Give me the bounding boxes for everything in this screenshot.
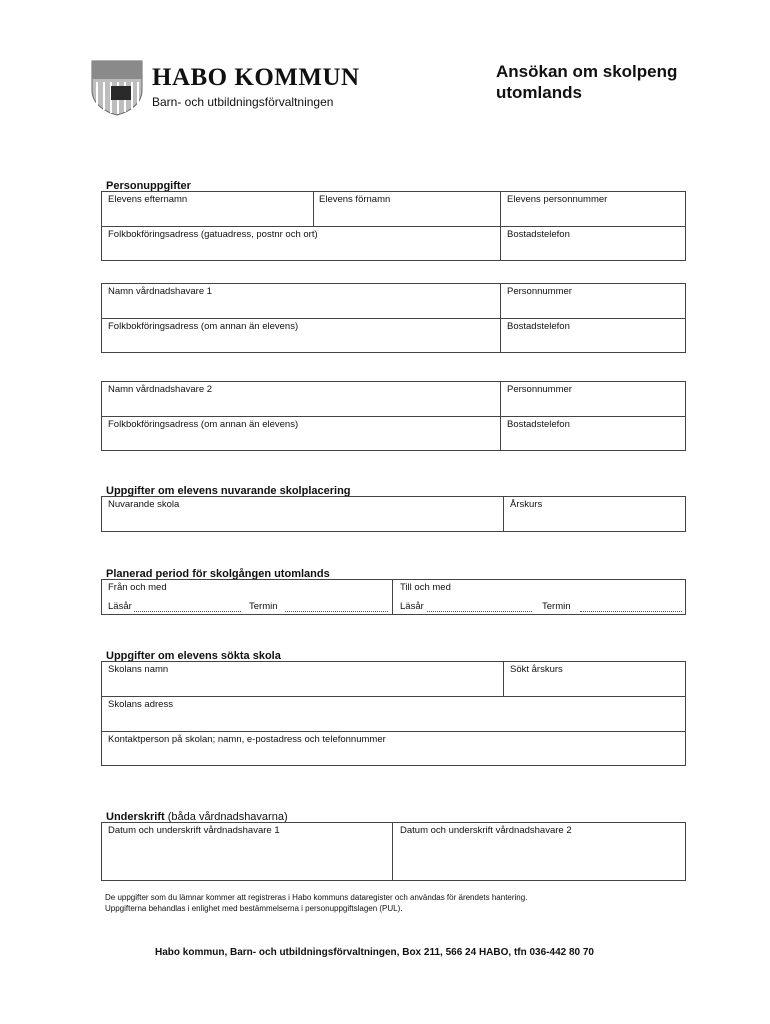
signature-title-note: (båda vårdnadshavarna) [167, 811, 288, 823]
field-student-pnr[interactable]: Elevens personnummer [507, 194, 608, 205]
to-year-input[interactable] [427, 611, 532, 612]
from-year-input[interactable] [134, 611, 241, 612]
signature-box [101, 822, 686, 881]
field-guardian2-address[interactable]: Folkbokföringsadress (om annan än elevens) [108, 419, 299, 430]
section-title-personal: Personuppgifter [106, 180, 191, 192]
period-box [101, 579, 686, 615]
signature-title: Underskrift [106, 811, 165, 823]
field-student-phone[interactable]: Bostadstelefon [507, 229, 570, 240]
field-period-to: Till och med [400, 582, 451, 593]
personal-box [101, 191, 686, 261]
document-title [496, 61, 726, 103]
field-guardian2-phone[interactable]: Bostadstelefon [507, 419, 570, 430]
sought-school-box [101, 661, 686, 766]
field-signature-guardian2[interactable]: Datum och underskrift vårdnadshavare 2 [400, 825, 572, 836]
field-current-grade[interactable]: Årskurs [510, 499, 543, 510]
privacy-note-line1: De uppgifter som du lämnar kommer att registreras i Habo kommuns dataregister och användas för ärendets hantering. [105, 893, 528, 902]
to-year-label: Läsår [400, 601, 424, 612]
guardian2-box [101, 381, 686, 451]
field-guardian2-name[interactable]: Namn vårdnadshavare 2 [108, 384, 213, 395]
from-term-input[interactable] [285, 611, 388, 612]
field-guardian1-phone[interactable]: Bostadstelefon [507, 321, 570, 332]
field-surname[interactable]: Elevens efternamn [108, 194, 188, 205]
section-title-sought-school: Uppgifter om elevens sökta skola [106, 650, 281, 662]
field-student-address[interactable]: Folkbokföringsadress (gatuadress, postnr och ort) [108, 229, 318, 240]
field-school-address[interactable]: Skolans adress [108, 699, 173, 710]
document-title-line2: utomlands [496, 83, 582, 102]
field-guardian1-name[interactable]: Namn vårdnadshavare 1 [108, 286, 213, 297]
guardian1-box [101, 283, 686, 353]
to-term-label: Termin [542, 601, 571, 612]
document-title-line1: Ansökan om skolpeng [496, 62, 678, 81]
current-school-box [101, 496, 686, 532]
field-guardian1-address[interactable]: Folkbokföringsadress (om annan än elevens) [108, 321, 299, 332]
footer-contact: Habo kommun, Barn- och utbildningsförvaltningen, Box 211, 566 24 HABO, tfn 036-442 80 70 [155, 947, 594, 958]
field-current-school[interactable]: Nuvarande skola [108, 499, 180, 510]
field-school-name[interactable]: Skolans namn [108, 664, 169, 675]
privacy-note-line2: Uppgifterna behandlas i enlighet med bestämmelserna i personuppgiftslagen (PUL). [105, 904, 403, 913]
field-guardian2-pnr[interactable]: Personnummer [507, 384, 572, 395]
from-term-label: Termin [249, 601, 278, 612]
field-firstname[interactable]: Elevens förnamn [319, 194, 391, 205]
field-period-from: Från och med [108, 582, 167, 593]
field-guardian1-pnr[interactable]: Personnummer [507, 286, 572, 297]
org-subtitle: Barn- och utbildningsförvaltningen [152, 95, 334, 109]
section-title-period: Planerad period för skolgången utomlands [106, 568, 330, 580]
field-school-contact[interactable]: Kontaktperson på skolan; namn, e-postadress och telefonnummer [108, 734, 386, 745]
to-term-input[interactable] [580, 611, 682, 612]
section-title-current-school: Uppgifter om elevens nuvarande skolplacering [106, 485, 351, 497]
field-sought-grade[interactable]: Sökt årskurs [510, 664, 563, 675]
privacy-note [105, 892, 527, 914]
shield-emblem-icon [91, 60, 143, 116]
field-signature-guardian1[interactable]: Datum och underskrift vårdnadshavare 1 [108, 825, 280, 836]
from-year-label: Läsår [108, 601, 132, 612]
org-name: HABO KOMMUN [152, 64, 360, 91]
